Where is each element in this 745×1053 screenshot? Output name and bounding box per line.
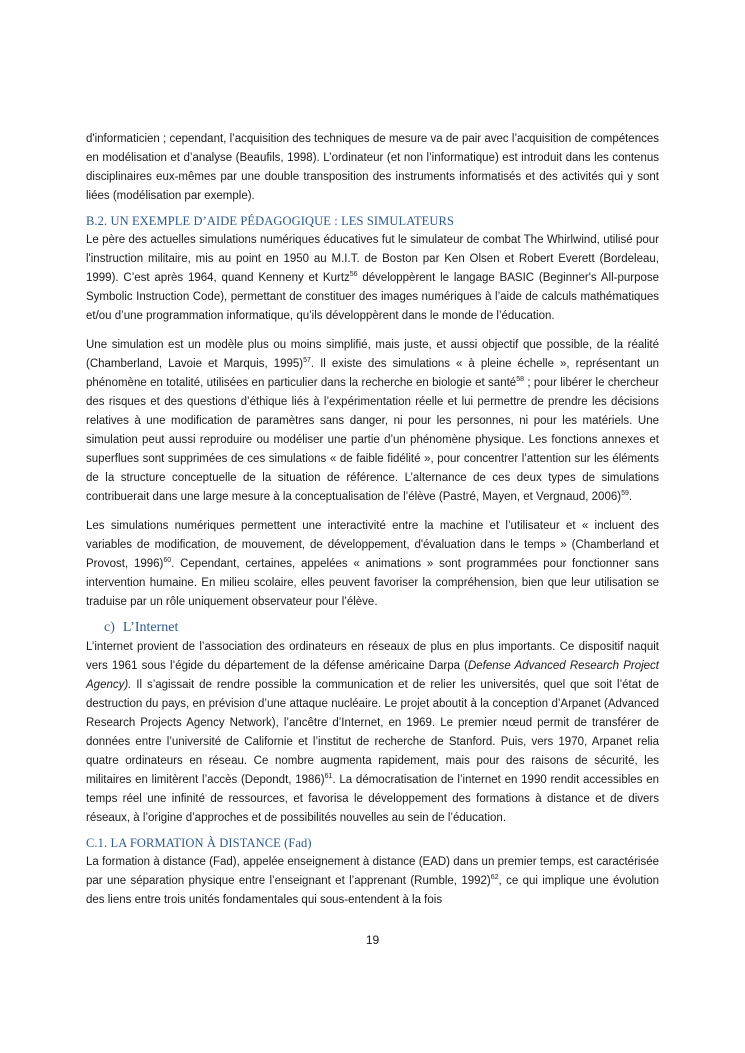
heading-letter: c) bbox=[104, 620, 115, 635]
footnote-ref-57[interactable]: 57 bbox=[303, 357, 311, 365]
paragraph-text: d'informaticien ; cependant, l’acquisition des techniques de mesure va de pair avec l’acquisition de compétences en modélisation et d’analyse (Beaufils, 1998). L’ordinateur (et non l’informatique) est introduit dans les contenus disciplinaires eux-mêmes par une double transposition des instruments informatisés et des activités qui y sont liées (modélisation par exemple). bbox=[86, 133, 659, 202]
paragraph-text-a: Le père des actuelles simulations numériques éducatives fut le simulateur de combat The Whirlwind, utilisé pour l'instruction militaire, mis au point en 1950 au M.I.T. de Boston par Ken Olsen et Robert Everett (Bordeleau, 1999). C’est après 1964, quand Kenneny et Kurtz bbox=[86, 234, 659, 284]
paragraph-text-b: Il s’agissait de rendre possible la communication et de relier les universités, quel que soit l’état de destruction du pays, en prévision d’une attaque nucléaire. Le projet aboutit à la conception d’Arpanet (Advanced Research Projects Agency Network), l’ancêtre d’Internet, en 1969. Le premier nœud permit de transférer de données entre l’université de Californie et l’institut de recherche de Stanford. Puis, vers 1970, Arpanet relia quatre ordinateurs en réseau. Ce nombre augmenta rapidement, mais pour des raisons de sécurité, les militaires en limitèrent l’accès (Depondt, 1986) bbox=[86, 679, 659, 786]
paragraph-text-b: , ce qui implique une évolution des liens entre trois unités fondamentales qui sous-entendent à la fois bbox=[86, 875, 659, 906]
paragraph-formation-distance bbox=[86, 853, 659, 910]
paragraph-text-a: L’internet provient de l’association des ordinateurs en réseaux de plus en plus importants. Ce dispositif naquit vers 1961 sous l’égide du département de la défense américaine Darpa ( bbox=[86, 641, 659, 672]
footnote-ref-62[interactable]: 62 bbox=[490, 874, 499, 882]
footnote-ref-60[interactable]: 60 bbox=[163, 557, 172, 565]
paragraph-text-b: . Il existe des simulations « à pleine échelle », représentant un phénomène en totalité, utilisées en particulier dans la recherche en biologie et santé bbox=[86, 358, 659, 389]
section-heading-formation-distance: C.1. LA FORMATION À DISTANCE (Fad) bbox=[86, 836, 312, 850]
paragraph-text-a: Les simulations numériques permettent une interactivité entre la machine et l’utilisateur et « incluent des variables de modification, de mouvement, de développement, d'évaluation dans le temps » (Chamberland et Provost, 1996) bbox=[86, 520, 659, 570]
page-body bbox=[86, 130, 659, 920]
paragraph-text-b: développèrent le langage BASIC (Beginner's All-purpose Symbolic Instruction Code), permettant de constituer des images numériques à l’aide de calculs mathématiques et/ou d’une programmation informatique, qu’ils développèrent dans le monde de l’éducation. bbox=[86, 272, 660, 322]
paragraph-text-b: . Cependant, certaines, appelées « animations » sont programmées pour fonctionner sans intervention humaine. En milieu scolaire, elles peuvent favoriser la compréhension, bien que leur utilisation se traduise par un rôle uniquement observateur pour l’élève. bbox=[86, 558, 659, 608]
paragraph-simulations-numeriques bbox=[86, 517, 659, 612]
heading-title: L’Internet bbox=[122, 620, 179, 635]
paragraph-text-a: La formation à distance (Fad), appelée enseignement à distance (EAD) dans un premier temps, est caractérisée par une séparation physique entre l’enseignant et l’apprenant (Rumble, 1992) bbox=[86, 856, 659, 887]
footnote-ref-56[interactable]: 56 bbox=[349, 271, 358, 279]
footnote-ref-58[interactable]: 58 bbox=[516, 376, 524, 384]
section-heading-internet bbox=[104, 618, 659, 638]
footnote-ref-61[interactable]: 61 bbox=[324, 773, 333, 781]
page-number: 19 bbox=[365, 933, 380, 947]
paragraph-emphasis: Defense Advanced Research Project Agency). bbox=[86, 660, 659, 691]
paragraph-text-d: . bbox=[628, 491, 633, 503]
footnote-ref-59[interactable]: 59 bbox=[621, 490, 629, 498]
paragraph-text-c: ; pour libérer le chercheur des risques et des questions d’éthique liés à l’expérimentation réelle et lui permettre de prendre les décisions relatives à une modification de paramètres sans danger, ni pour les personnes, ni pour les matériels. Une simulation peut aussi reproduire ou modéliser une partie d’un phénomène physique. Les fonctions annexes et superflues sont supprimées de ces simulations « de faible fidélité », pour concentrer l’attention sur les éléments de la structure conceptuelle de la situation de référence. L’alternance de ces deux types de simulations contribuerait dans une large mesure à la conceptualisation de l’élève (Pastré, Mayen, et Vergnaud, 2006) bbox=[86, 377, 659, 503]
paragraph-text-c: . La démocratisation de l’internet en 1990 rendit accessibles en temps réel une infinité de ressources, et favorisa le développement des formations à distance et de divers réseaux, à l’origine d’approches et de possibilités nouvelles au sein de l’éducation. bbox=[86, 774, 659, 824]
paragraph-simulation-definition bbox=[86, 336, 659, 507]
paragraph-internet bbox=[86, 638, 659, 828]
paragraph-text-a: Une simulation est un modèle plus ou moins simplifié, mais juste, et aussi objectif que possible, de la réalité (Chamberland, Lavoie et Marquis, 1995) bbox=[86, 339, 659, 370]
paragraph-informatique bbox=[86, 130, 659, 206]
section-heading-simulateurs: B.2. UN EXEMPLE D’AIDE PÉDAGOGIQUE : LES SIMULATEURS bbox=[86, 214, 455, 228]
paragraph-whirlwind bbox=[86, 231, 659, 326]
